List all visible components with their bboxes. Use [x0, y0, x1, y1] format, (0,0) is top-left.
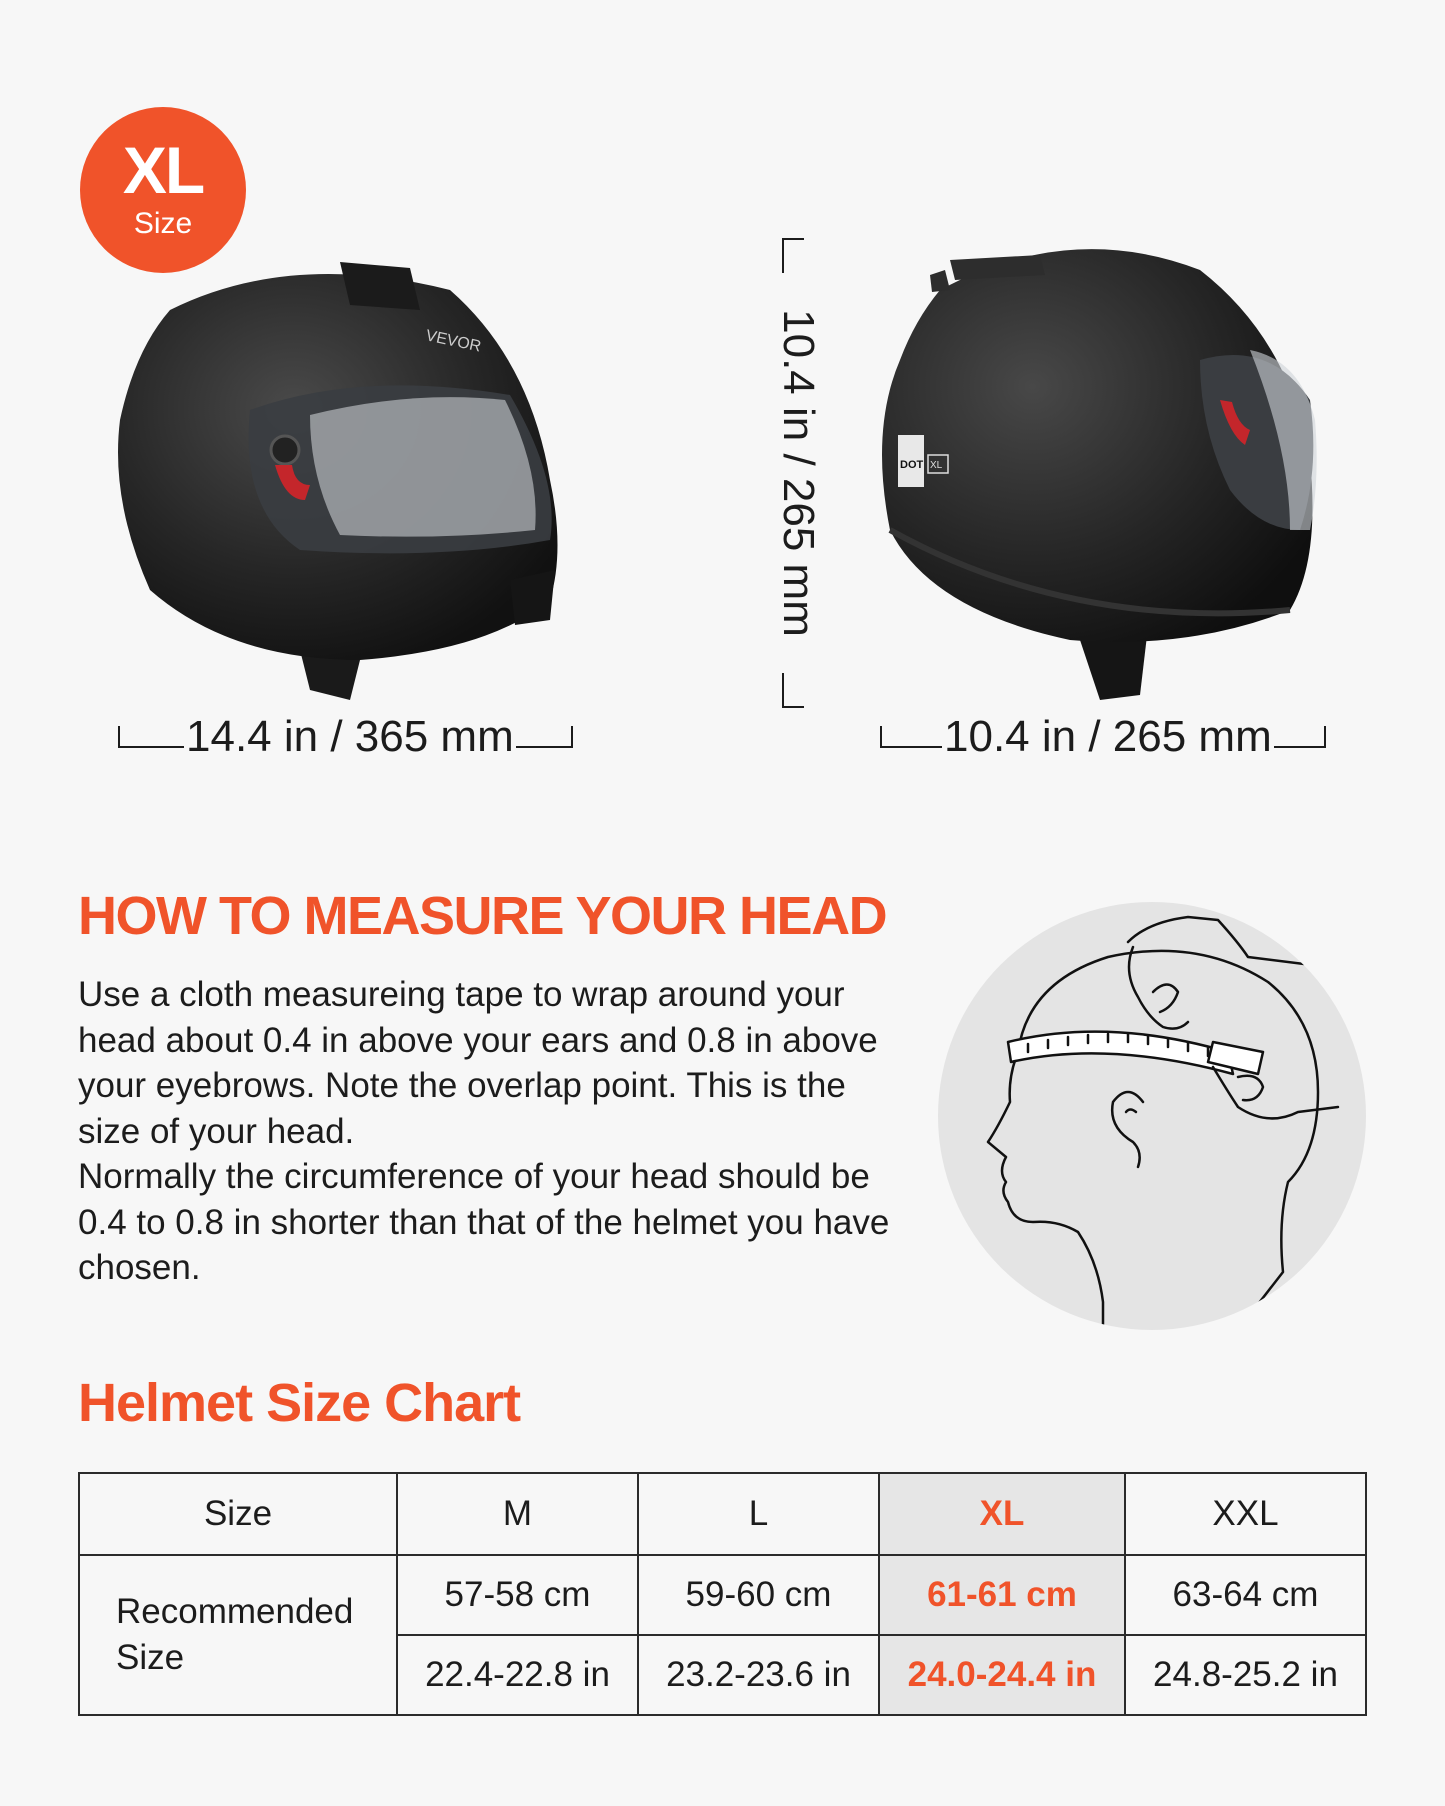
size-chart-row-cm — [79, 1555, 1366, 1635]
height-dimension-tick-bottom — [782, 706, 804, 708]
header-size-label: Size — [79, 1473, 397, 1555]
header-size-m: M — [397, 1473, 638, 1555]
header-size-xl: XL — [879, 1473, 1125, 1555]
helmet-rear-view-image — [870, 230, 1340, 710]
height-dimension — [770, 238, 830, 708]
size-badge — [80, 107, 246, 273]
cell-xl-in: 24.0-24.4 in — [879, 1635, 1125, 1715]
width-dimension-tick-right — [1324, 726, 1326, 748]
recommended-size-label: Recommended Size — [79, 1555, 397, 1715]
measure-title: HOW TO MEASURE YOUR HEAD — [78, 886, 887, 946]
length-dimension-label: 14.4 in / 365 mm — [186, 712, 514, 761]
cell-xxl-in: 24.8-25.2 in — [1125, 1635, 1366, 1715]
head-measuring-illustration — [938, 902, 1366, 1330]
cell-xl-cm: 61-61 cm — [879, 1555, 1125, 1635]
brand-mark: VEVOR — [424, 327, 483, 356]
height-dimension-tick-top — [782, 238, 804, 240]
width-dimension-label: 10.4 in / 265 mm — [944, 712, 1272, 761]
badge-size: XL — [122, 133, 204, 207]
height-dimension-label: 10.4 in / 265 mm — [777, 273, 823, 673]
size-chart-title: Helmet Size Chart — [78, 1373, 521, 1433]
length-dimension — [118, 712, 573, 762]
measure-instructions-para2: Normally the circumference of your head should be 0.4 to 0.8 in shorter than that of the helmet you have chosen. — [78, 1157, 890, 1287]
cell-l-in: 23.2-23.6 in — [638, 1635, 879, 1715]
cert-mark: DOT — [900, 459, 924, 471]
size-mark: XL — [930, 460, 943, 471]
measure-instructions — [78, 972, 908, 1291]
length-dimension-tick-right — [571, 726, 573, 748]
header-size-l: L — [638, 1473, 879, 1555]
cell-l-cm: 59-60 cm — [638, 1555, 879, 1635]
badge-caption: Size — [133, 207, 193, 240]
helmet-side-view-image — [110, 250, 590, 710]
size-chart-header-row — [79, 1473, 1366, 1555]
measure-instructions-para1: Use a cloth measureing tape to wrap around your head about 0.4 in above your ears and 0.8 in above your eyebrows. Note the overlap point. This is the size of your head. — [78, 975, 878, 1151]
cell-m-cm: 57-58 cm — [397, 1555, 638, 1635]
width-dimension-tick-left — [880, 726, 882, 748]
length-dimension-tick-left — [118, 726, 120, 748]
width-dimension — [880, 712, 1326, 762]
size-chart-table — [78, 1472, 1367, 1716]
cell-xxl-cm: 63-64 cm — [1125, 1555, 1366, 1635]
header-size-xxl: XXL — [1125, 1473, 1366, 1555]
cell-m-in: 22.4-22.8 in — [397, 1635, 638, 1715]
